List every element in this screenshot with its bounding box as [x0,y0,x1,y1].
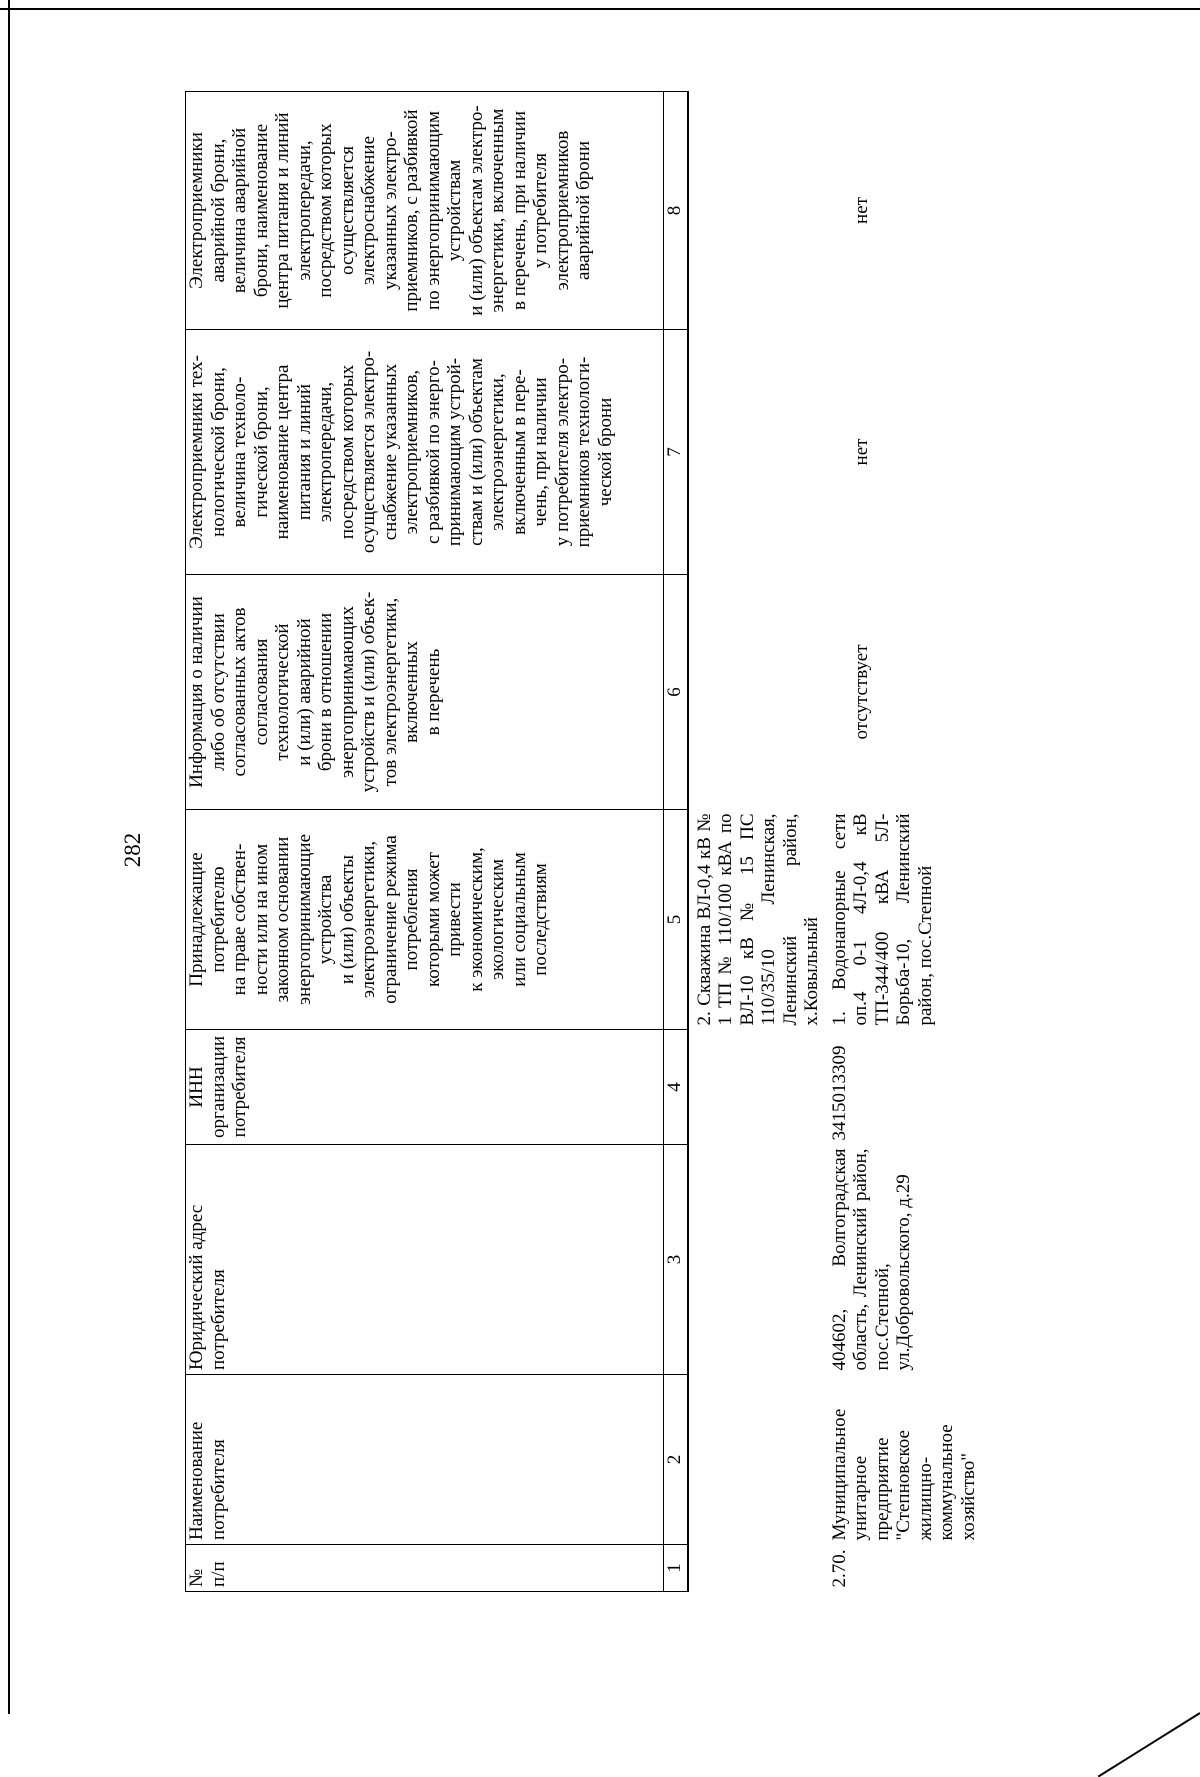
header-line: указанных электро- [379,131,401,290]
object-cell: 1. Водонапорные сети оп.4 0-1 4Л-0,4 кВ ТП-344/400 кВА 5Л-Борьба-10, Ленинский район, пос.Степной [828,813,936,1026]
object-cell: 2. Скважина ВЛ-0,4 кВ № 1 ТП № 110/100 кВА по ВЛ-10 кВ № 15 ПС 110/35/10 Ленинская, Ленинский район, х.Ковыльный [693,813,822,1026]
header-line: приемников, с разбивкой [401,109,422,312]
table-row [829,92,980,1592]
header-line: ческой брони [594,397,616,507]
header-line: Наименование [186,1421,207,1540]
page-number: 282 [120,832,145,868]
header-line: в перечень [422,648,444,736]
header-row [186,92,664,1592]
header-line: или социальным [508,852,530,987]
header-line: гической брони, [250,386,272,518]
header-line: Принадлежащие [186,852,207,987]
header-cell-name [186,1375,664,1545]
header-line: потребителю [207,866,229,973]
scan-border-corner [1098,1712,1200,1777]
header-line: нологической брони, [207,367,229,537]
acts-cell: отсутствует [850,644,872,740]
header-cell-inn [186,1030,664,1145]
header-line: наименование центра [272,364,293,540]
header-line: устройств и (или) объек- [358,591,379,793]
header-line: к экономическим, [465,847,487,992]
header-cell-num [186,1545,664,1592]
header-line: устройствам [444,159,465,262]
address-cell: 404602, Волгоградская область, Ленинский район, пос.Степной, ул.Добровольского, д.29 [828,1148,914,1371]
header-line: у потребителя [530,153,551,268]
header-line: с разбивкой по энерго- [422,360,444,544]
avar-bron-cell: нет [850,197,872,224]
header-line: включенных [401,641,422,743]
header-line: посредством которых [336,364,358,540]
header-line: посредством которых [315,123,336,298]
header-cell-tech-bron [186,330,664,575]
header-line: ИНН [186,1066,207,1108]
header-line: Юридический адрес [186,1204,207,1370]
column-number: 4 [664,1030,688,1145]
table-row [694,92,823,1592]
header-line: и (или) объектам электро- [465,105,487,316]
header-line: Электроприемники тех- [186,355,207,549]
header-line: электропередачи, [293,140,315,281]
header-line: согласованных актов [229,607,250,777]
header-line: устройства [315,874,336,965]
header-line: потребителя [229,1036,250,1138]
header-line: экологическим [487,859,508,980]
header-line: потребления [401,868,422,971]
header-line: согласования [250,638,272,746]
header-line: и (или) аварийной [293,618,315,766]
header-line: технологической [272,623,293,761]
header-line: аварийной брони, [207,138,229,283]
header-line: и (или) объекты [336,854,358,985]
header-line: на праве собствен- [229,843,250,996]
column-number: 2 [664,1375,688,1545]
header-line: электроснабжение [358,135,379,286]
header-line: осуществляется электро- [358,350,379,554]
header-line: электроприемников, [401,369,422,535]
header-cell-address [186,1145,664,1375]
header-line: величина техноло- [229,376,250,528]
header-line: № [186,1568,207,1587]
header-line: центра питания и линий [272,112,293,309]
header-line: ограничение режима [379,835,401,1004]
header-line: потребителя [207,1439,229,1540]
header-line: приемников технологи- [573,356,594,548]
header-line: электроприемников [551,130,573,291]
header-line: в перечень, при наличии [508,111,530,310]
header-line: принимающим устрой- [444,357,465,547]
column-number-row [664,92,688,1592]
column-number: 3 [664,1145,688,1375]
inn-cell: 3415013309 [828,1045,850,1141]
header-line: брони, наименование [250,123,272,298]
header-line: последствиям [530,863,551,976]
header-line: законном основании [272,836,293,1003]
header-line: величина аварийной [229,127,250,294]
header-line: либо об отсутствии [207,613,229,771]
header-line: брони в отношении [315,612,336,772]
header-line: питания и линий [293,383,315,521]
header-line: включенным в пере- [508,369,530,535]
tech-bron-cell: нет [850,438,872,466]
header-cell-acts [186,575,664,810]
header-line: Информация о наличии [186,596,207,788]
header-line: привести [444,882,465,957]
header-line: у потребителя электро- [551,357,573,547]
header-cell-avar-bron [186,92,664,330]
header-line: чень, при наличии [530,377,551,527]
header-line: которыми может [422,852,444,987]
header-line: электропередачи, [315,381,336,523]
header-line: электроэнергетики, [358,840,379,999]
header-line: по энергопринимающим [422,111,444,311]
header-line: ствам и (или) объектам [465,358,487,546]
header-line: снабжение указанных [379,363,401,541]
header-line: энергопринимающих [336,605,358,779]
header-line: потребителя [207,1269,229,1370]
column-number: 6 [664,575,688,810]
header-line: тов электроэнергетики, [379,597,401,787]
header-line: осуществляется [336,146,358,276]
consumer-name-cell: Муниципальное унитарное предприятие "Степновское жилищно-коммунальное хозяйство" [828,1408,979,1541]
header-line: энергопринимающие [293,834,315,1005]
header-line: п/п [207,1561,229,1587]
header-line: Электроприемники [186,132,207,289]
header-line: электроэнергетики, [487,373,508,531]
header-line: аварийной брони [573,141,594,281]
column-number: 7 [664,330,688,575]
consumer-table [185,91,979,1592]
column-number: 5 [664,810,688,1030]
column-number: 1 [664,1545,688,1592]
header-cell-objects [186,810,664,1030]
header-line: энергетики, включенным [487,108,508,313]
header-line: ности или на ином [250,843,272,996]
column-number: 8 [664,92,688,330]
header-line: организации [207,1036,229,1139]
row-number-cell: 2.70. [828,1549,850,1588]
